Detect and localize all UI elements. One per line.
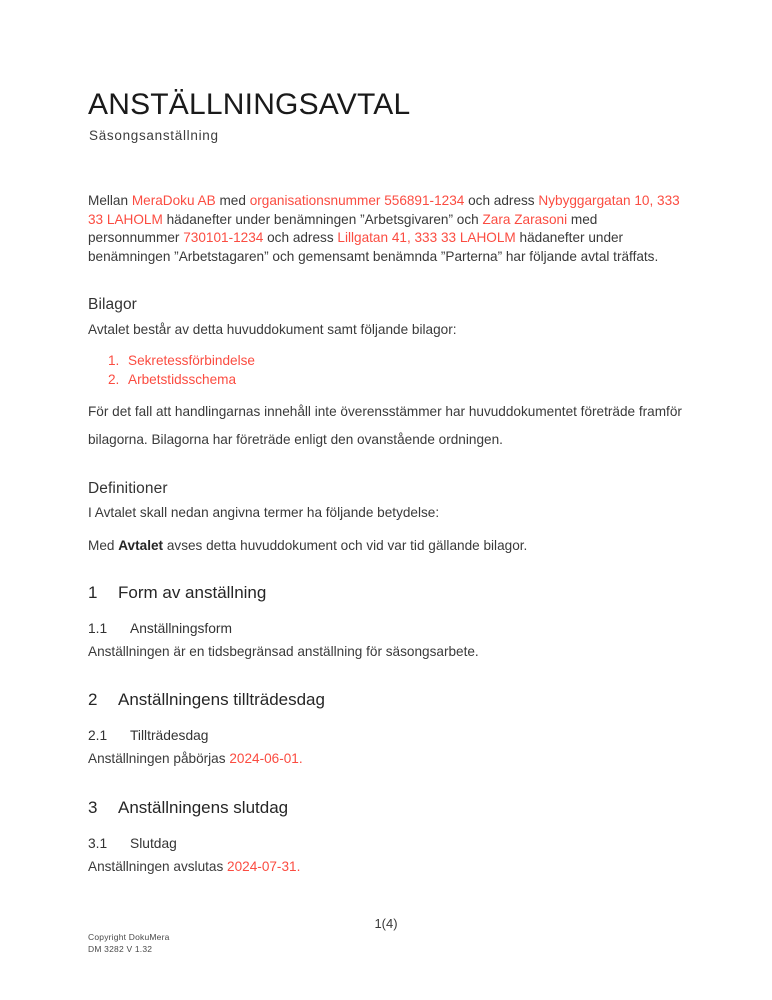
body-section-1-1 xyxy=(88,643,479,662)
heading-subsection-1-1 xyxy=(88,621,232,636)
footer-copyright: Copyright DokuMera xyxy=(88,932,170,942)
heading-section-3 xyxy=(88,798,288,818)
employer-org-number: organisationsnummer 556891-1234 xyxy=(249,193,465,208)
subsection-title: Slutdag xyxy=(130,836,177,851)
page-subtitle: Säsongsanställning xyxy=(89,128,219,143)
list-item xyxy=(88,371,488,390)
list-item xyxy=(88,352,488,371)
end-date-value: 2024-07-31 xyxy=(227,859,297,874)
employee-address: Lillgatan 41, 333 33 LAHOLM xyxy=(337,230,516,246)
section-title: Anställningens slutdag xyxy=(118,798,289,817)
subsection-number: 1.1 xyxy=(88,621,108,636)
definition-prefix: Med xyxy=(88,538,119,553)
employer-address: Nybyggargatan 10, 333 33 LAHOLM xyxy=(88,193,680,227)
employee-name: Zara Zarasoni xyxy=(482,211,568,227)
definition-suffix: avses detta huvuddokument och vid var tid gällande bilagor. xyxy=(163,538,528,553)
subsection-title: Anställningsform xyxy=(130,621,232,636)
intro-text-4: hädanefter under benämningen ”Arbetsgivaren” och xyxy=(162,211,483,227)
list-item-number: 2. xyxy=(108,371,120,387)
intro-text-5: med personnummer xyxy=(88,211,598,246)
page-number: 1(4) xyxy=(374,916,398,931)
employer-name: MeraDoku AB xyxy=(131,193,216,208)
intro-paragraph xyxy=(88,192,686,266)
list-item-label: Arbetstidsschema xyxy=(128,371,237,387)
body-section-2-1 xyxy=(88,750,303,769)
section-title: Anställningens tillträdesdag xyxy=(118,690,325,709)
intro-text-2: med xyxy=(215,193,250,208)
section-title: Form av anställning xyxy=(118,583,267,602)
intro-text-6: och adress xyxy=(263,230,338,246)
heading-bilagor: Bilagor xyxy=(88,296,137,313)
start-date-value: 2024-06-01 xyxy=(229,751,299,766)
definitioner-lead-text: I Avtalet skall nedan angivna termer ha följande betydelse: xyxy=(88,505,440,520)
heading-section-2 xyxy=(88,690,325,710)
section-number: 1 xyxy=(88,583,98,602)
bilagor-priority-note: För det fall att handlingarnas innehåll inte överensstämmer har huvuddokumentet företräde framför bilagorna. Bilagorna har företräde enligt den ovanstående ordningen. xyxy=(88,404,682,447)
section-number: 3 xyxy=(88,798,98,817)
intro-text-3: och adress xyxy=(464,193,539,208)
heading-subsection-2-1 xyxy=(88,728,208,743)
list-item-label: Sekretessförbindelse xyxy=(128,353,255,368)
body-prefix: Anställningen är en tidsbegränsad anställning för säsongsarbete. xyxy=(88,644,479,659)
heading-section-1 xyxy=(88,583,266,603)
intro-text-1: Mellan xyxy=(88,193,132,208)
employee-personal-number: 730101-1234 xyxy=(183,230,264,246)
body-prefix: Anställningen påbörjas xyxy=(88,751,230,766)
subsection-number: 3.1 xyxy=(88,836,108,851)
heading-subsection-3-1 xyxy=(88,836,177,851)
intro-text-7: hädanefter under benämningen ”Arbetstagaren” och gemensamt benämnda ”Parterna” har följande avtal träffats. xyxy=(88,230,659,264)
definition-term: Avtalet xyxy=(118,538,164,553)
footer-doc-code: DM 3282 V 1.32 xyxy=(88,943,153,954)
definition-avtalet xyxy=(88,537,527,556)
heading-definitioner: Definitioner xyxy=(88,480,168,497)
body-suffix: . xyxy=(296,859,301,874)
body-prefix: Anställningen avslutas xyxy=(88,859,228,874)
section-number: 2 xyxy=(88,690,98,709)
body-suffix: . xyxy=(298,751,303,766)
page-title: ANSTÄLLNINGSAVTAL xyxy=(88,88,411,121)
subsection-title: Tillträdesdag xyxy=(130,728,209,743)
list-item-number: 1. xyxy=(108,353,120,368)
footer-note xyxy=(88,932,170,955)
subsection-number: 2.1 xyxy=(88,728,108,743)
bilagor-list xyxy=(88,352,488,389)
bilagor-lead-text: Avtalet består av detta huvuddokument samt följande bilagor: xyxy=(88,322,457,337)
body-section-3-1 xyxy=(88,858,300,877)
